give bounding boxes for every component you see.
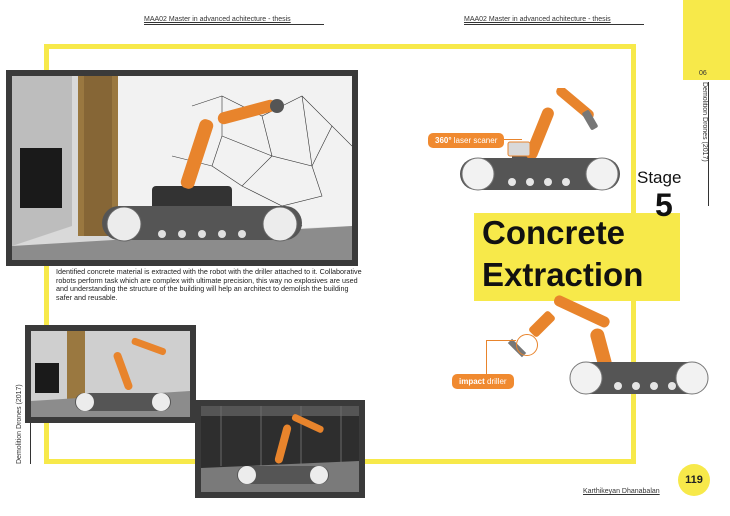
laser-label-suffix: laser scaner [453,136,498,145]
small-photo-2-scene [201,406,359,492]
right-vertical-rule [708,82,709,206]
main-photo [6,70,358,266]
header-right: MAA02 Master in advanced achitecture - thesis [464,16,611,23]
laser-label-prefix: 360° [435,136,452,145]
title-line-1: Concrete [482,214,626,251]
impact-driller-label [452,374,514,389]
left-vertical-title: Demolition Drones (2017) [16,384,23,464]
robot-render-small-2 [201,406,359,492]
author-name: Karthikeyan Dhanabalan [583,488,660,495]
small-photo-1 [25,325,196,423]
small-photo-1-scene [31,331,190,417]
page-number: 119 [678,464,710,496]
robot-render-small-1 [31,331,190,417]
right-vertical-title: Demolition Drones (2017) [701,82,708,162]
robot-render-main [12,76,352,260]
laser-scanner-label [428,133,504,148]
impact-pointer-horizontal [486,340,516,341]
title-line-2: Extraction [482,256,644,293]
header-left: MAA02 Master in advanced achitecture - thesis [144,16,291,23]
chapter-number: 06 [699,70,707,77]
impact-pointer-circle [516,334,538,356]
main-photo-scene [12,76,352,260]
header-right-rule [464,24,644,25]
small-photo-2 [195,400,365,498]
stage-label: Stage [637,168,682,187]
stage-number: 5 [655,187,673,223]
caption-text: Identified concrete material is extracted with the robot with the driller attached to it. Collaborative robots perform task which are complex with ultimate precision, this way no explosives are used and understanding the structure of the building will help an architect to demolish the building safer and reusable. [56,267,362,302]
impact-label-prefix: impact [459,377,485,386]
impact-label-suffix: driller [487,377,507,386]
header-left-rule [144,24,324,25]
impact-pointer-vertical [486,340,487,374]
chapter-tab [683,0,730,80]
